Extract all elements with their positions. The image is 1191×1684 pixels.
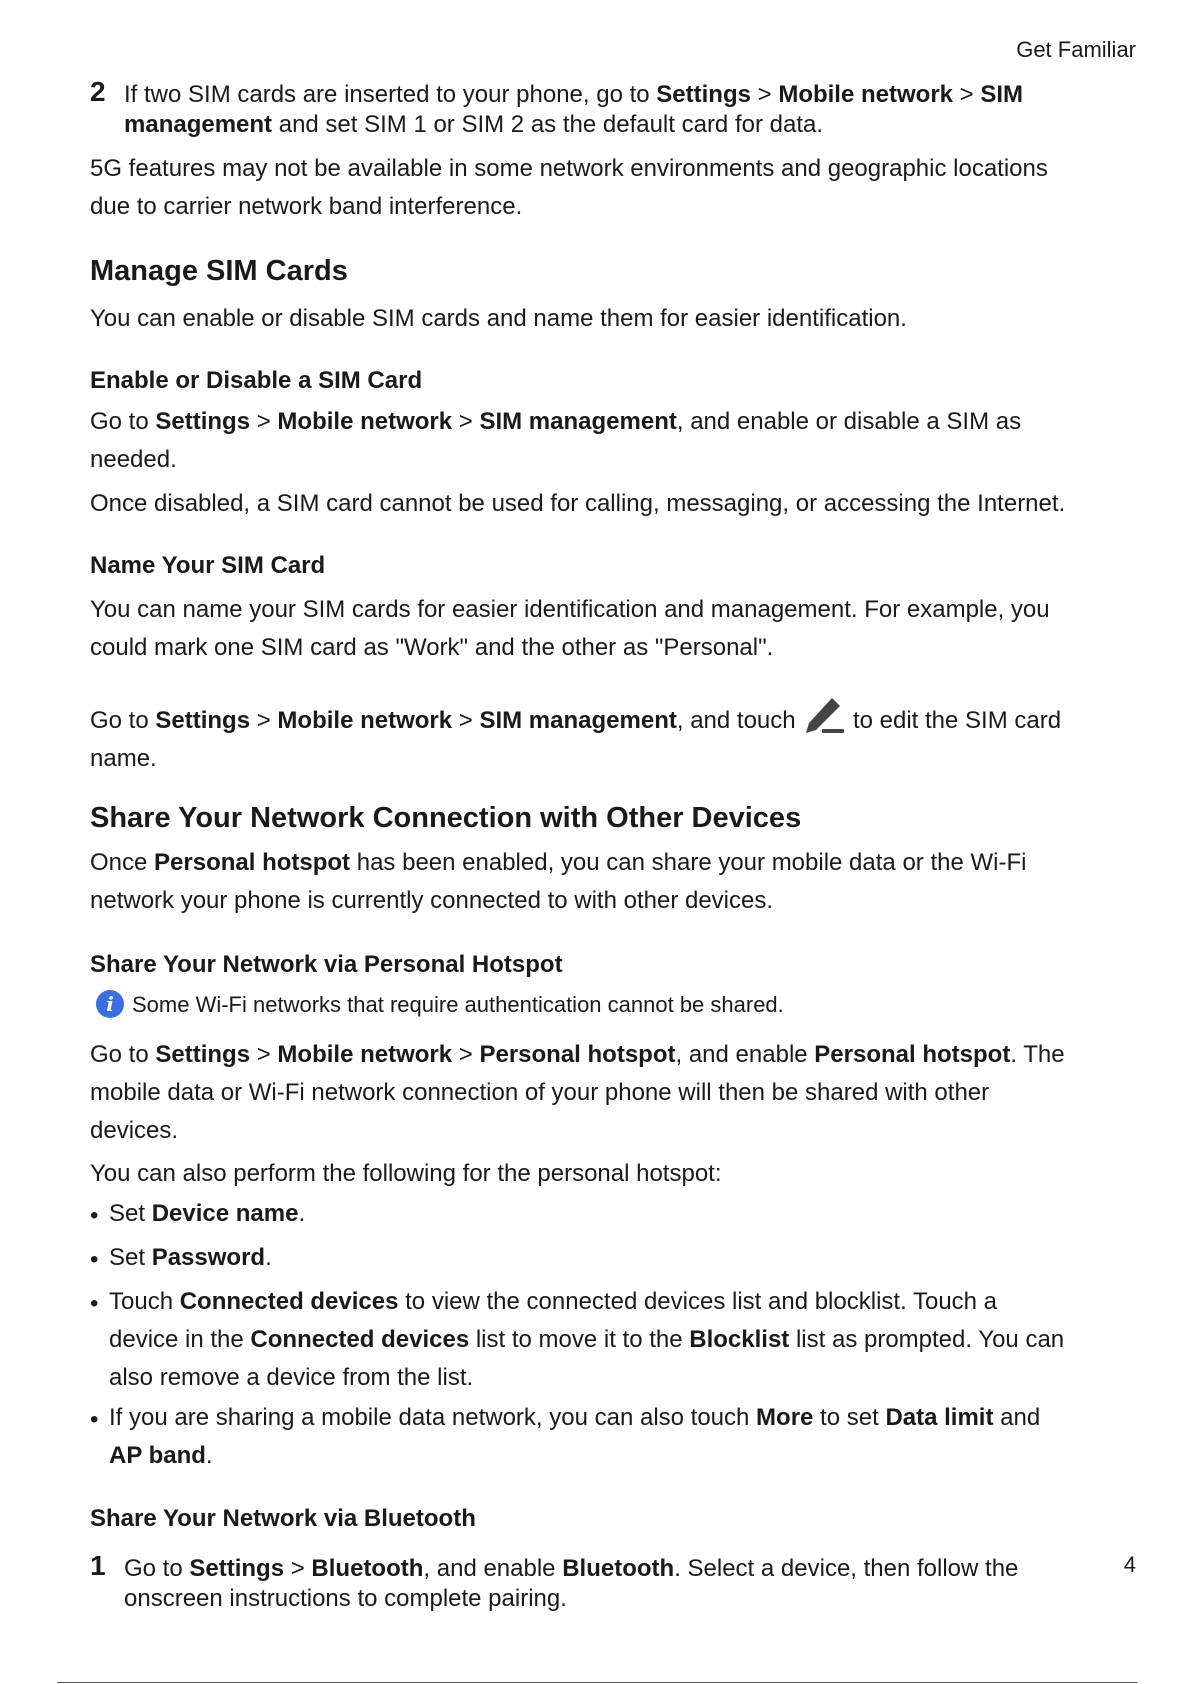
hotspot-instructions: Go to Settings > Mobile network > Personal hotspot, and enable Personal hotspot. The mobile data or Wi-Fi network connection of your phone will then be shared with other devices. [90, 1041, 1065, 1144]
step-number: 1 [90, 1550, 106, 1581]
share-intro: Once Personal hotspot has been enabled, you can share your mobile data or the Wi-Fi network your phone is currently connected to with other devices. [90, 849, 1027, 914]
name-intro: You can name your SIM cards for easier identification and management. For example, you could mark one SIM card as "Work" and the other as "Personal". [90, 596, 1050, 661]
disable-note: Once disabled, a SIM card cannot be used for calling, messaging, or accessing the Internet. [90, 490, 1066, 517]
running-header: Get Familiar [1016, 37, 1136, 62]
list-item: If you are sharing a mobile data network, you can also touch More to set Data limit and AP band. [109, 1404, 1041, 1469]
edit-pencil-icon [802, 696, 846, 732]
list-item: Touch Connected devices to view the connected devices list and blocklist. Touch a device in the Connected devices list to move it to the Blocklist list as prompted. You can also remove a device from the list. [109, 1288, 1065, 1391]
section-heading-share-network: Share Your Network Connection with Other Devices [90, 802, 802, 834]
subheading-bluetooth: Share Your Network via Bluetooth [90, 1505, 476, 1532]
subheading-enable-disable: Enable or Disable a SIM Card [90, 367, 423, 394]
name-instructions: Go to Settings > Mobile network > SIM management, and touch to edit the SIM card name. [90, 696, 1061, 778]
step-text: If two SIM cards are inserted to your phone, go to Settings > Mobile network > SIM management and set SIM 1 or SIM 2 as the default card for data. [124, 81, 1024, 138]
footer-rule [57, 1682, 1137, 1683]
subheading-personal-hotspot: Share Your Network via Personal Hotspot [90, 951, 563, 978]
hotspot-note: Some Wi-Fi networks that require authentication cannot be shared. [132, 992, 784, 1017]
bullet-glyph: • [90, 1406, 99, 1433]
bullet-glyph: • [90, 1202, 99, 1229]
hotspot-also: You can also perform the following for the personal hotspot: [90, 1160, 722, 1187]
step-text: Go to Settings > Bluetooth, and enable Bluetooth. Select a device, then follow the onscreen instructions to complete pairing. [124, 1555, 1019, 1612]
bullet-glyph: • [90, 1246, 99, 1273]
step-number: 2 [90, 76, 106, 107]
list-item: Set Device name. [109, 1200, 306, 1227]
list-item: Set Password. [109, 1244, 272, 1271]
manage-intro: You can enable or disable SIM cards and name them for easier identification. [90, 305, 907, 332]
5g-note: 5G features may not be available in some network environments and geographic locations due to carrier network band interference. [90, 155, 1048, 220]
page-number: 4 [1123, 1552, 1136, 1577]
subheading-name-sim: Name Your SIM Card [90, 552, 326, 579]
enable-instructions: Go to Settings > Mobile network > SIM management, and enable or disable a SIM as needed. [90, 408, 1022, 473]
bullet-glyph: • [90, 1290, 99, 1317]
info-icon: i [96, 990, 124, 1018]
section-heading-manage-sim: Manage SIM Cards [90, 255, 348, 287]
